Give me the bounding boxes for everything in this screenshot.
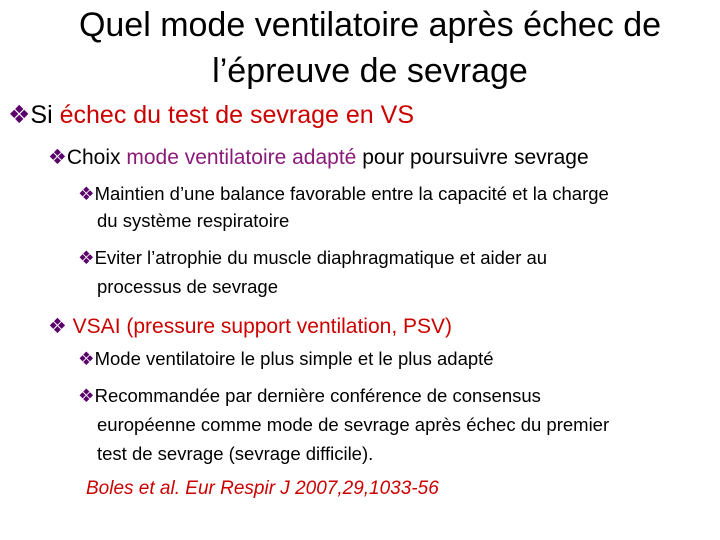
bullet-choix-mode: [48, 145, 589, 170]
bullet-mode-simple: [78, 348, 494, 370]
bullet-eviter: [78, 247, 547, 269]
diamond-bullet-icon: ❖: [78, 183, 95, 204]
bullet-text: Eviter l’atrophie du muscle diaphragmatique et aider au: [94, 247, 548, 268]
bullet-vsai: [48, 314, 452, 339]
bullet-rest: pour poursuivre sevrage: [356, 146, 589, 169]
bullet-text: Maintien d’une balance favorable entre la capacité et la charge: [94, 183, 609, 204]
diamond-bullet-icon: ❖: [48, 315, 67, 338]
bullet-recommandee-cont-1: européenne comme mode de sevrage après échec du premier: [97, 414, 610, 435]
diamond-bullet-icon: ❖: [78, 385, 95, 406]
bullet-eviter-cont: processus de sevrage: [97, 276, 278, 297]
bullet-highlight: mode ventilatoire adapté: [126, 146, 357, 169]
bullet-text: Mode ventilatoire le plus simple et le plus adapté: [94, 348, 494, 369]
bullet-text: VSAI (pressure support ventilation, PSV): [72, 315, 453, 338]
title-line-1: Quel mode ventilatoire après échec de: [78, 6, 662, 44]
slide-title: [20, 2, 720, 94]
bullet-recommandee-cont-2: test de sevrage (sevrage difficile).: [97, 443, 374, 464]
bullet-maintien-cont: du système respiratoire: [97, 210, 290, 231]
title-line-2: l’épreuve de sevrage: [212, 52, 528, 90]
bullet-highlight: échec du test de sevrage en VS: [59, 101, 415, 129]
bullet-text: Recommandée par dernière conférence de consensus: [94, 385, 541, 406]
bullet-lead: Choix: [66, 146, 127, 169]
diamond-bullet-icon: ❖: [48, 146, 67, 169]
diamond-bullet-icon: ❖: [78, 247, 95, 268]
bullet-recommandee: [78, 385, 541, 407]
bullet-echec-test: [8, 100, 414, 130]
reference-citation: Boles et al. Eur Respir J 2007,29,1033-56: [86, 478, 439, 499]
diamond-bullet-icon: ❖: [78, 348, 95, 369]
bullet-lead: Si: [30, 101, 60, 129]
bullet-maintien: [78, 183, 609, 205]
diamond-bullet-icon: ❖: [8, 101, 31, 129]
